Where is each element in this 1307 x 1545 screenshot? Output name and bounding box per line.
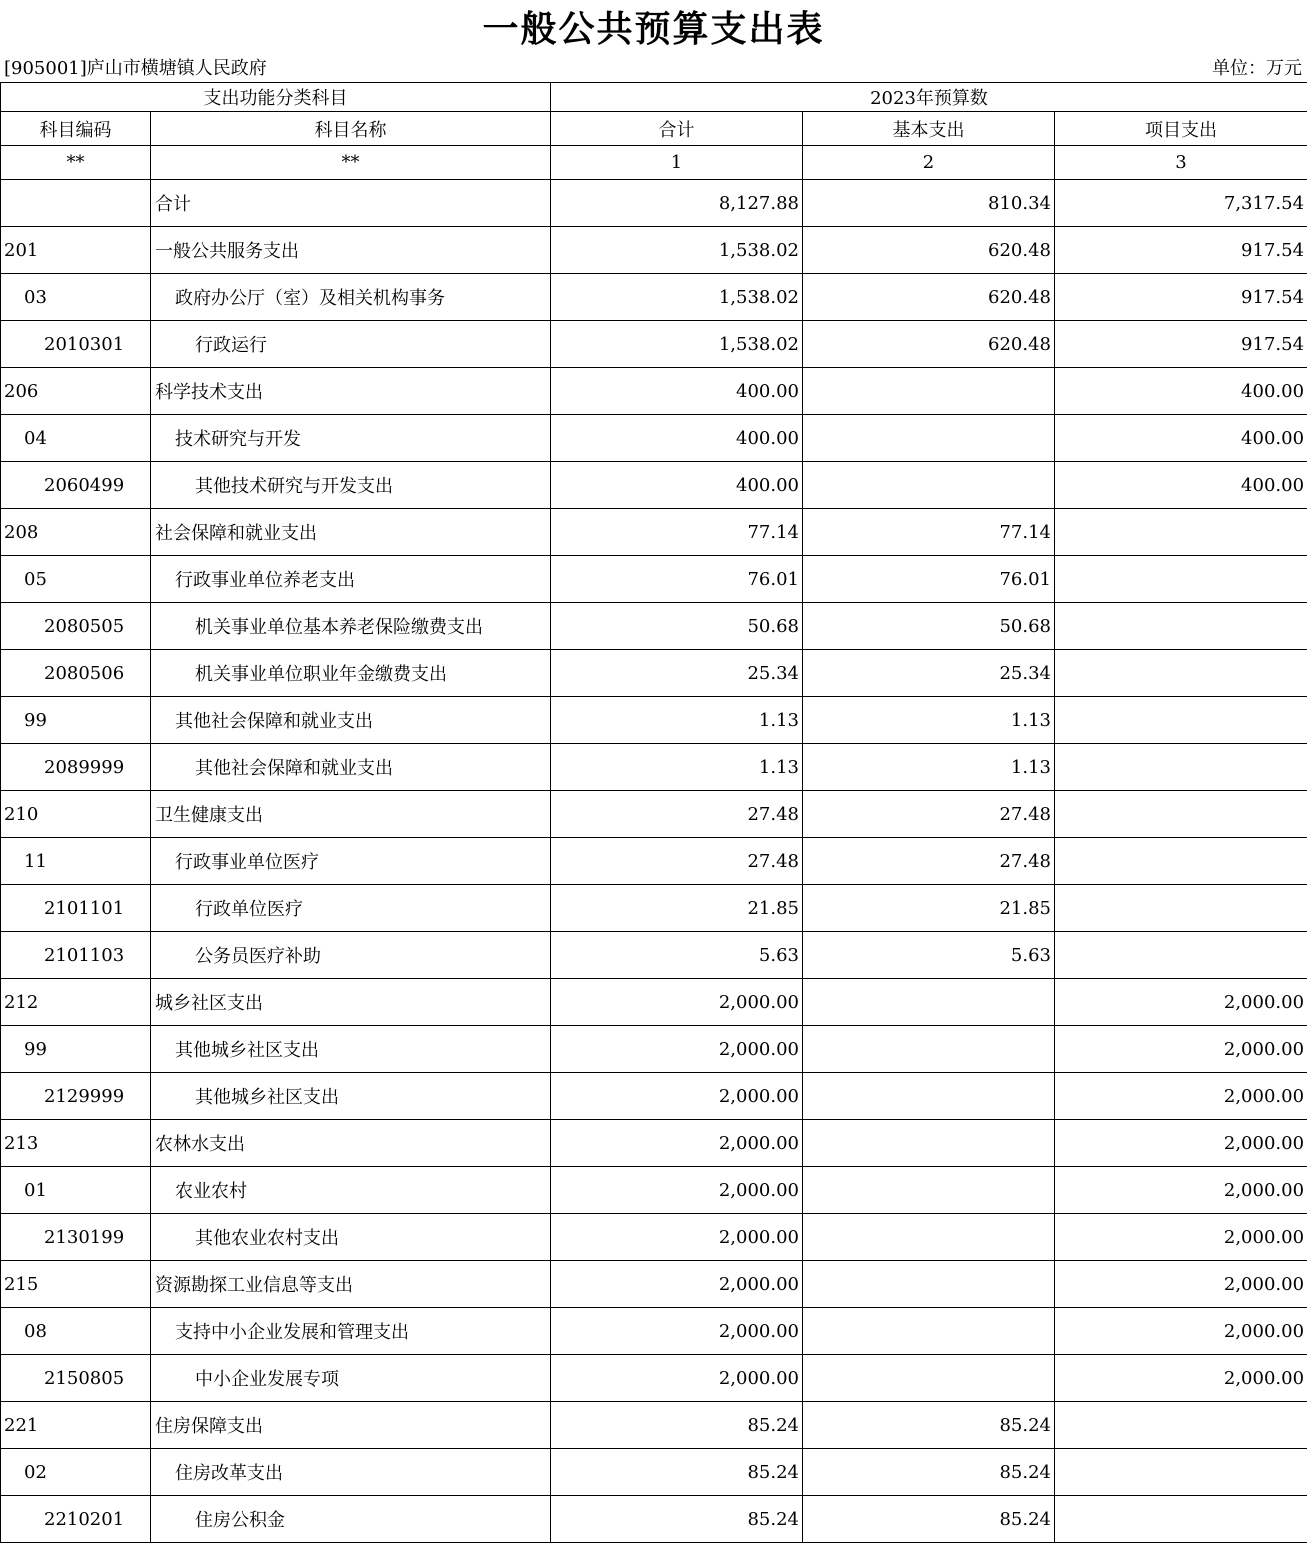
subject-code-cell: 212: [1, 979, 151, 1026]
table-row: [1, 1214, 1307, 1261]
total-cell: 2,000.00: [551, 1120, 803, 1167]
total-cell: 1,538.02: [551, 321, 803, 368]
basic-expenditure-cell: 76.01: [803, 556, 1055, 603]
basic-expenditure-cell: [803, 1214, 1055, 1261]
total-cell: 400.00: [551, 462, 803, 509]
project-expenditure-cell: [1055, 1402, 1307, 1449]
subject-code-cell: 221: [1, 1402, 151, 1449]
subject-name-cell: 机关事业单位基本养老保险缴费支出: [151, 603, 551, 650]
header-group-row: [1, 83, 1307, 112]
subject-name-cell: 支持中小企业发展和管理支出: [151, 1308, 551, 1355]
total-cell: 27.48: [551, 838, 803, 885]
table-row: [1, 180, 1307, 227]
total-cell: 2,000.00: [551, 1167, 803, 1214]
table-row: [1, 979, 1307, 1026]
subject-name-cell: 行政事业单位医疗: [151, 838, 551, 885]
subject-code-cell: 03: [1, 274, 151, 321]
index-code: **: [1, 146, 151, 180]
table-row: [1, 1026, 1307, 1073]
project-expenditure-cell: 2,000.00: [1055, 1308, 1307, 1355]
basic-expenditure-cell: 25.34: [803, 650, 1055, 697]
subject-name-cell: 住房保障支出: [151, 1402, 551, 1449]
basic-expenditure-cell: 5.63: [803, 932, 1055, 979]
subject-name-cell: 政府办公厅（室）及相关机构事务: [151, 274, 551, 321]
table-row: [1, 1167, 1307, 1214]
table-row: [1, 415, 1307, 462]
basic-expenditure-cell: [803, 462, 1055, 509]
table-row: [1, 274, 1307, 321]
header-group-subject: 支出功能分类科目: [1, 83, 551, 112]
total-cell: 1.13: [551, 697, 803, 744]
project-expenditure-cell: [1055, 603, 1307, 650]
subject-code-cell: 2060499: [1, 462, 151, 509]
project-expenditure-cell: 2,000.00: [1055, 979, 1307, 1026]
basic-expenditure-cell: 27.48: [803, 791, 1055, 838]
total-cell: 50.68: [551, 603, 803, 650]
subject-name-cell: 资源勘探工业信息等支出: [151, 1261, 551, 1308]
subject-code-cell: 2130199: [1, 1214, 151, 1261]
subject-name-cell: 社会保障和就业支出: [151, 509, 551, 556]
table-row: [1, 321, 1307, 368]
total-cell: 2,000.00: [551, 979, 803, 1026]
total-cell: 400.00: [551, 368, 803, 415]
index-total: 1: [551, 146, 803, 180]
total-cell: 2,000.00: [551, 1308, 803, 1355]
table-row: [1, 650, 1307, 697]
table-row: [1, 1308, 1307, 1355]
basic-expenditure-cell: [803, 1120, 1055, 1167]
table-row: [1, 227, 1307, 274]
subject-code-cell: 04: [1, 415, 151, 462]
basic-expenditure-cell: [803, 979, 1055, 1026]
subject-name-cell: 技术研究与开发: [151, 415, 551, 462]
basic-expenditure-cell: [803, 1167, 1055, 1214]
total-cell: 85.24: [551, 1449, 803, 1496]
basic-expenditure-cell: [803, 1355, 1055, 1402]
table-row: [1, 556, 1307, 603]
project-expenditure-cell: [1055, 650, 1307, 697]
header-index-row: [1, 146, 1307, 180]
index-basic: 2: [803, 146, 1055, 180]
basic-expenditure-cell: [803, 1261, 1055, 1308]
table-row: [1, 1120, 1307, 1167]
subject-code-cell: 215: [1, 1261, 151, 1308]
subject-code-cell: 201: [1, 227, 151, 274]
table-row: [1, 1449, 1307, 1496]
project-expenditure-cell: [1055, 1496, 1307, 1543]
table-row: [1, 368, 1307, 415]
header-subject-name: 科目名称: [151, 112, 551, 146]
subject-name-cell: 卫生健康支出: [151, 791, 551, 838]
total-cell: 5.63: [551, 932, 803, 979]
table-row: [1, 1402, 1307, 1449]
basic-expenditure-cell: [803, 368, 1055, 415]
subject-code-cell: 2010301: [1, 321, 151, 368]
subject-name-cell: 农业农村: [151, 1167, 551, 1214]
subject-code-cell: 210: [1, 791, 151, 838]
subject-name-cell: 机关事业单位职业年金缴费支出: [151, 650, 551, 697]
project-expenditure-cell: [1055, 1449, 1307, 1496]
total-cell: 85.24: [551, 1402, 803, 1449]
subject-name-cell: 行政单位医疗: [151, 885, 551, 932]
basic-expenditure-cell: [803, 1308, 1055, 1355]
project-expenditure-cell: [1055, 509, 1307, 556]
project-expenditure-cell: 917.54: [1055, 274, 1307, 321]
project-expenditure-cell: 2,000.00: [1055, 1214, 1307, 1261]
subject-name-cell: 合计: [151, 180, 551, 227]
total-cell: 85.24: [551, 1496, 803, 1543]
total-cell: 1,538.02: [551, 227, 803, 274]
table-row: [1, 1261, 1307, 1308]
project-expenditure-cell: [1055, 838, 1307, 885]
header-group-budget: 2023年预算数: [551, 83, 1307, 112]
header-column-row: [1, 112, 1307, 146]
subject-code-cell: 2210201: [1, 1496, 151, 1543]
project-expenditure-cell: [1055, 885, 1307, 932]
subject-code-cell: 208: [1, 509, 151, 556]
subject-code-cell: 2089999: [1, 744, 151, 791]
subject-code-cell: 2080505: [1, 603, 151, 650]
basic-expenditure-cell: 810.34: [803, 180, 1055, 227]
total-cell: 2,000.00: [551, 1261, 803, 1308]
subject-code-cell: 213: [1, 1120, 151, 1167]
table-row: [1, 932, 1307, 979]
subject-name-cell: 其他技术研究与开发支出: [151, 462, 551, 509]
total-cell: 1.13: [551, 744, 803, 791]
basic-expenditure-cell: 85.24: [803, 1402, 1055, 1449]
basic-expenditure-cell: 620.48: [803, 274, 1055, 321]
header-basic-expenditure: 基本支出: [803, 112, 1055, 146]
project-expenditure-cell: 2,000.00: [1055, 1026, 1307, 1073]
table-row: [1, 744, 1307, 791]
subject-code-cell: 2129999: [1, 1073, 151, 1120]
table-row: [1, 603, 1307, 650]
basic-expenditure-cell: 50.68: [803, 603, 1055, 650]
table-row: [1, 1073, 1307, 1120]
table-row: [1, 1355, 1307, 1402]
subject-code-cell: 99: [1, 697, 151, 744]
table-row: [1, 791, 1307, 838]
table-row: [1, 509, 1307, 556]
basic-expenditure-cell: [803, 1026, 1055, 1073]
project-expenditure-cell: [1055, 744, 1307, 791]
index-project: 3: [1055, 146, 1307, 180]
header-project-expenditure: 项目支出: [1055, 112, 1307, 146]
subject-code-cell: 11: [1, 838, 151, 885]
total-cell: 27.48: [551, 791, 803, 838]
basic-expenditure-cell: [803, 415, 1055, 462]
basic-expenditure-cell: 77.14: [803, 509, 1055, 556]
subject-code-cell: 01: [1, 1167, 151, 1214]
subject-code-cell: 02: [1, 1449, 151, 1496]
project-expenditure-cell: [1055, 932, 1307, 979]
subject-code-cell: 2150805: [1, 1355, 151, 1402]
project-expenditure-cell: [1055, 697, 1307, 744]
total-cell: 8,127.88: [551, 180, 803, 227]
subject-name-cell: 公务员医疗补助: [151, 932, 551, 979]
total-cell: 400.00: [551, 415, 803, 462]
subject-name-cell: 住房改革支出: [151, 1449, 551, 1496]
subject-name-cell: 中小企业发展专项: [151, 1355, 551, 1402]
subject-name-cell: 其他农业农村支出: [151, 1214, 551, 1261]
table-row: [1, 838, 1307, 885]
table-row: [1, 462, 1307, 509]
project-expenditure-cell: [1055, 791, 1307, 838]
table-row: [1, 1496, 1307, 1543]
subject-name-cell: 科学技术支出: [151, 368, 551, 415]
total-cell: 25.34: [551, 650, 803, 697]
subject-code-cell: 2080506: [1, 650, 151, 697]
index-name: **: [151, 146, 551, 180]
subject-code-cell: 08: [1, 1308, 151, 1355]
subject-name-cell: 其他城乡社区支出: [151, 1073, 551, 1120]
subject-name-cell: 其他社会保障和就业支出: [151, 697, 551, 744]
project-expenditure-cell: 400.00: [1055, 462, 1307, 509]
subject-code-cell: 99: [1, 1026, 151, 1073]
page-title: 一般公共预算支出表: [482, 8, 825, 50]
subject-code-cell: 2101101: [1, 885, 151, 932]
report-meta: [0, 56, 1307, 82]
total-cell: 21.85: [551, 885, 803, 932]
basic-expenditure-cell: 21.85: [803, 885, 1055, 932]
basic-expenditure-cell: 85.24: [803, 1496, 1055, 1543]
project-expenditure-cell: 400.00: [1055, 415, 1307, 462]
subject-name-cell: 农林水支出: [151, 1120, 551, 1167]
basic-expenditure-cell: 1.13: [803, 744, 1055, 791]
project-expenditure-cell: 2,000.00: [1055, 1120, 1307, 1167]
subject-name-cell: 行政运行: [151, 321, 551, 368]
project-expenditure-cell: 7,317.54: [1055, 180, 1307, 227]
total-cell: 76.01: [551, 556, 803, 603]
unit-label: 单位：万元: [1212, 58, 1302, 79]
basic-expenditure-cell: 1.13: [803, 697, 1055, 744]
total-cell: 1,538.02: [551, 274, 803, 321]
subject-code-cell: [1, 180, 151, 227]
organization-label: [905001]庐山市横塘镇人民政府: [4, 58, 267, 79]
total-cell: 2,000.00: [551, 1026, 803, 1073]
header-subject-code: 科目编码: [1, 112, 151, 146]
basic-expenditure-cell: 620.48: [803, 321, 1055, 368]
basic-expenditure-cell: 27.48: [803, 838, 1055, 885]
subject-name-cell: 住房公积金: [151, 1496, 551, 1543]
basic-expenditure-cell: [803, 1073, 1055, 1120]
project-expenditure-cell: 917.54: [1055, 321, 1307, 368]
table-row: [1, 885, 1307, 932]
project-expenditure-cell: 2,000.00: [1055, 1355, 1307, 1402]
project-expenditure-cell: 400.00: [1055, 368, 1307, 415]
basic-expenditure-cell: 620.48: [803, 227, 1055, 274]
project-expenditure-cell: 2,000.00: [1055, 1167, 1307, 1214]
basic-expenditure-cell: 85.24: [803, 1449, 1055, 1496]
project-expenditure-cell: 2,000.00: [1055, 1261, 1307, 1308]
total-cell: 2,000.00: [551, 1214, 803, 1261]
table-row: [1, 697, 1307, 744]
project-expenditure-cell: [1055, 556, 1307, 603]
subject-name-cell: 城乡社区支出: [151, 979, 551, 1026]
header-total: 合计: [551, 112, 803, 146]
total-cell: 77.14: [551, 509, 803, 556]
subject-name-cell: 一般公共服务支出: [151, 227, 551, 274]
subject-name-cell: 行政事业单位养老支出: [151, 556, 551, 603]
subject-code-cell: 05: [1, 556, 151, 603]
subject-code-cell: 2101103: [1, 932, 151, 979]
subject-name-cell: 其他城乡社区支出: [151, 1026, 551, 1073]
budget-table: [0, 82, 1307, 1543]
subject-name-cell: 其他社会保障和就业支出: [151, 744, 551, 791]
total-cell: 2,000.00: [551, 1355, 803, 1402]
project-expenditure-cell: 2,000.00: [1055, 1073, 1307, 1120]
subject-code-cell: 206: [1, 368, 151, 415]
total-cell: 2,000.00: [551, 1073, 803, 1120]
project-expenditure-cell: 917.54: [1055, 227, 1307, 274]
